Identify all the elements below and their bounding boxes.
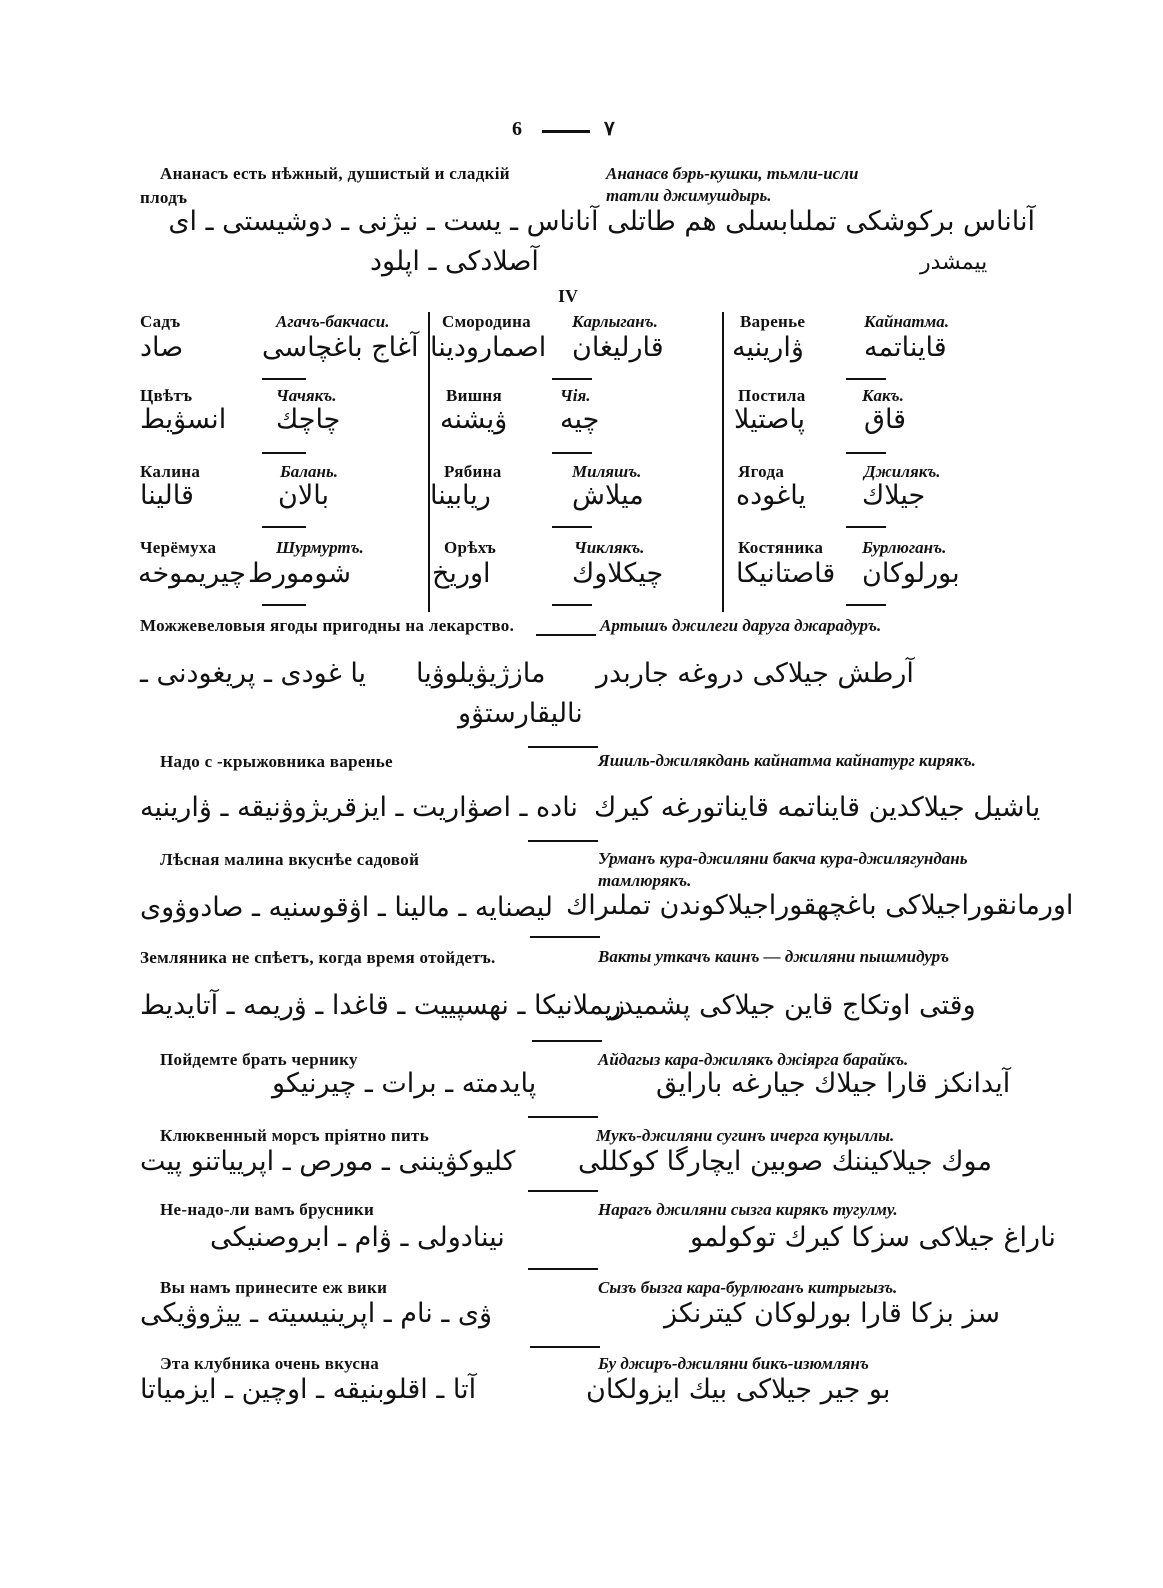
vocab-ar-tt: بورلوكان bbox=[862, 558, 960, 589]
vocab-ar-ru: صاد bbox=[140, 332, 184, 363]
row-rule bbox=[552, 604, 592, 606]
sentence-ar-left: ناده ـ اصۋاريت ـ ايزقريژوۋنيقه ـ ۋارينيه bbox=[140, 792, 578, 823]
row-rule bbox=[262, 378, 306, 380]
intro-ar-line2a: آصلادكى ـ اپلود bbox=[370, 246, 539, 277]
intro-ar-line1: آناناس بركوشكى تملىابسلى هم طاتلى آناناس ـ يست ـ نيژنى ـ دوشيستى ـ اى bbox=[168, 206, 1035, 237]
sentence-ru: Лѣсная малина вкуснѣе садовой bbox=[160, 850, 420, 869]
sentence-tt: Айдагыз кара-джилякъ джіярга барайкъ. bbox=[598, 1050, 909, 1069]
sentence-rule bbox=[528, 1116, 598, 1118]
vocab-tt: Агачъ-бакчаси. bbox=[276, 312, 390, 331]
vocab-ru: Орѣхъ bbox=[444, 538, 497, 557]
row-rule bbox=[552, 526, 592, 528]
vocab-ru: Садъ bbox=[140, 312, 181, 331]
sentence-ru: Земляника не спѣетъ, когда время отойдетъ. bbox=[140, 948, 496, 967]
vocab-ar-tt: قارليغان bbox=[572, 332, 664, 363]
sentence-ar-mid: مازژيۋيلوۋيا bbox=[416, 658, 546, 689]
intro-ru-line2: плодъ bbox=[140, 188, 188, 207]
sentence-ar-line2: ناليقارستۋو bbox=[458, 698, 583, 729]
intro-ar-line2b: ييمشدر bbox=[920, 250, 988, 275]
row-rule bbox=[846, 526, 886, 528]
sentence-rule bbox=[530, 1346, 600, 1348]
sentence-rule bbox=[536, 634, 596, 636]
vocab-ar-ru: پاصتيلا bbox=[734, 404, 806, 435]
sentence-ar-left: ليصنايه ـ مالينا ـ اۋقوسنيه ـ صادوۋوى bbox=[140, 892, 554, 923]
vocab-ru: Черёмуха bbox=[140, 538, 217, 557]
vocab-ru: Цвѣтъ bbox=[140, 386, 193, 405]
vocab-ar-ru: ۋيشنه bbox=[440, 404, 508, 435]
row-rule bbox=[262, 604, 306, 606]
sentence-ar-left: آتا ـ اقلوبنيقه ـ اوچين ـ ايزمياتا bbox=[140, 1374, 477, 1405]
vocab-tt: Чачякъ. bbox=[276, 386, 337, 405]
vocab-tt: Чиклякъ. bbox=[574, 538, 645, 557]
sentence-ar-left: ۋى ـ نام ـ اپرينيسيته ـ ييژوۋيكى bbox=[140, 1298, 493, 1329]
column-divider bbox=[722, 312, 724, 612]
sentence-ar-right: آيدانكز قارا جيلاك جيارغه بارايق bbox=[656, 1068, 1011, 1099]
sentence-ar-right: وقتى اوتكاج قاين جيلاكى پشميدر bbox=[608, 990, 976, 1021]
row-rule bbox=[846, 604, 886, 606]
sentence-ar-right: اورمانقوراجيلاكى باغچهقوراجيلاكوندن تملىراك bbox=[566, 890, 1074, 921]
vocab-ar-ru: ريابينا bbox=[430, 480, 491, 511]
sentence-ar-right: ياشيل جيلاكدين قايناتمه قايناتورغه كيرك bbox=[594, 792, 1041, 823]
sentence-tt: Бу джиръ-джиляни бикъ-изюмлянъ bbox=[598, 1354, 869, 1373]
row-rule bbox=[846, 452, 886, 454]
vocab-ar-ru: ۋارينيه bbox=[732, 332, 804, 363]
sentence-tt: Сызъ бызга кара-бурлюганъ китрыгызъ. bbox=[598, 1278, 898, 1297]
vocab-ar-tt: قاق bbox=[864, 404, 907, 435]
vocab-tt: Карлыганъ. bbox=[572, 312, 658, 331]
row-rule bbox=[262, 526, 306, 528]
vocab-tt: Шурмуртъ. bbox=[276, 538, 364, 557]
vocab-ar-ru: قاصتانيكا bbox=[736, 558, 836, 589]
sentence-rule bbox=[528, 746, 598, 748]
sentence-tt: Яшиль-джилякдань кайнатма кайнатург кирякъ. bbox=[598, 751, 976, 770]
sentence-rule bbox=[530, 936, 600, 938]
vocab-ar-tt: چيكلاوك bbox=[572, 558, 664, 589]
sentence-tt: Урманъ кура-джиляни бакча кура-джилягундань тамлюрякъ. bbox=[598, 849, 968, 890]
sentence-ru: Вы намъ принесите еж вики bbox=[160, 1278, 388, 1297]
vocab-ar-tt: بالان bbox=[278, 480, 329, 511]
vocab-tt: Джилякъ. bbox=[864, 462, 941, 481]
page-number-left: 6 bbox=[512, 118, 522, 140]
sentence-ar-right: ناراغ جيلاكى سزكا كيرك توكولمو bbox=[690, 1222, 1056, 1253]
vocab-ar-tt: جيلاك bbox=[862, 480, 926, 511]
vocab-ar-ru: چيريموخه bbox=[138, 558, 246, 589]
sentence-ar-left: نينادولى ـ ۋام ـ ابروصنيكى bbox=[210, 1222, 505, 1253]
vocab-ru: Варенье bbox=[740, 312, 806, 331]
sentence-ar-right: سز بزكا قارا بورلوكان كيترنكز bbox=[664, 1298, 1000, 1329]
vocab-ar-ru: اوريخ bbox=[432, 558, 491, 589]
vocab-ru: Ягода bbox=[738, 462, 785, 481]
vocab-ar-ru: اصمارودينا bbox=[430, 332, 547, 363]
vocab-tt: Миляшъ. bbox=[572, 462, 642, 481]
vocab-ru: Вишня bbox=[446, 386, 502, 405]
vocab-tt: Чія. bbox=[560, 386, 591, 405]
vocab-ar-tt: قايناتمه bbox=[864, 332, 947, 363]
vocab-ar-tt: آغاج باغچاسى bbox=[262, 332, 419, 363]
sentence-ru: Пойдемте брать чернику bbox=[160, 1050, 358, 1069]
vocab-ru: Калина bbox=[140, 462, 201, 481]
vocab-ar-tt: ميلاش bbox=[572, 480, 644, 511]
sentence-tt: Вакты уткачъ каинъ — джиляни пышмидуръ bbox=[598, 947, 950, 966]
page-number-right: ٧ bbox=[604, 118, 615, 140]
vocab-ar-ru: انسۋيط bbox=[140, 404, 227, 435]
sentence-rule bbox=[528, 1268, 598, 1270]
sentence-rule bbox=[532, 1040, 602, 1042]
sentence-ar-right: آرطش جيلاكى دروغه جاربدر bbox=[596, 658, 914, 689]
vocab-ru: Рябина bbox=[444, 462, 502, 481]
sentence-rule bbox=[528, 1190, 598, 1192]
vocab-ar-tt: شومورط bbox=[248, 558, 351, 589]
row-rule bbox=[262, 452, 306, 454]
sentence-tt: Мукъ-джиляни сугинъ ичерга куңыллы. bbox=[596, 1126, 895, 1145]
vocab-ar-ru: ياغوده bbox=[736, 480, 806, 511]
sentence-rule bbox=[528, 840, 598, 842]
sentence-ar-left: كليوكۋيننى ـ مورص ـ اپريياتنو پيت bbox=[140, 1146, 516, 1177]
vocab-tt: Кайнатма. bbox=[864, 312, 950, 331]
sentence-ru: Эта клубника очень вкусна bbox=[160, 1354, 380, 1373]
sentence-ar-right: موك جيلاكيننك صوبين ايچارگا كوكللى bbox=[578, 1146, 992, 1177]
vocab-tt: Какъ. bbox=[862, 386, 904, 405]
sentence-ar-left: زيملانيكا ـ نهسپييت ـ قاغدا ـ ۋريمه ـ آتايديط bbox=[140, 990, 626, 1021]
intro-tt-line1: Ананасв бэрь-кушки, тьмли-исли bbox=[606, 164, 859, 183]
row-rule bbox=[846, 378, 886, 380]
sentence-ru: Надо с -крыжовника варенье bbox=[160, 752, 393, 771]
sentence-ru: Клюквенный морсъ пріятно пить bbox=[160, 1126, 429, 1145]
vocab-tt: Балань. bbox=[280, 462, 338, 481]
vocab-ar-tt: چيه bbox=[560, 404, 600, 435]
sentence-tt: Артышъ джилеги даруга джарадуръ. bbox=[600, 616, 882, 635]
sentence-ar-left: پايدمته ـ برات ـ چيرنيكو bbox=[272, 1068, 537, 1099]
intro-ru-line1: Ананасъ есть нѣжный, душистый и сладкій bbox=[160, 164, 510, 183]
section-numeral: IV bbox=[558, 286, 579, 306]
vocab-tt: Бурлюганъ. bbox=[862, 538, 947, 557]
vocab-ru: Постила bbox=[738, 386, 806, 405]
vocab-ru: Смородина bbox=[442, 312, 531, 331]
sentence-ru: Можжевеловыя ягоды пригодны на лекарство. bbox=[140, 616, 515, 635]
row-rule bbox=[552, 452, 592, 454]
vocab-ar-tt: چاچك bbox=[276, 404, 341, 435]
intro-tt-line2: татли джимушдырь. bbox=[606, 186, 772, 205]
sentence-tt: Нарагъ джиляни сызга кирякъ тугулму. bbox=[598, 1200, 898, 1219]
row-rule bbox=[552, 378, 592, 380]
vocab-ar-ru: قالينا bbox=[140, 480, 194, 511]
vocab-ru: Костяника bbox=[738, 538, 824, 557]
header-dash bbox=[542, 130, 590, 133]
sentence-ru: Не-надо-ли вамъ брусники bbox=[160, 1200, 375, 1219]
sentence-ar-right: بو جير جيلاكى بيك ايزولكان bbox=[586, 1374, 891, 1405]
sentence-ar-left: يا غودى ـ پريغودنى ـ bbox=[140, 658, 367, 689]
